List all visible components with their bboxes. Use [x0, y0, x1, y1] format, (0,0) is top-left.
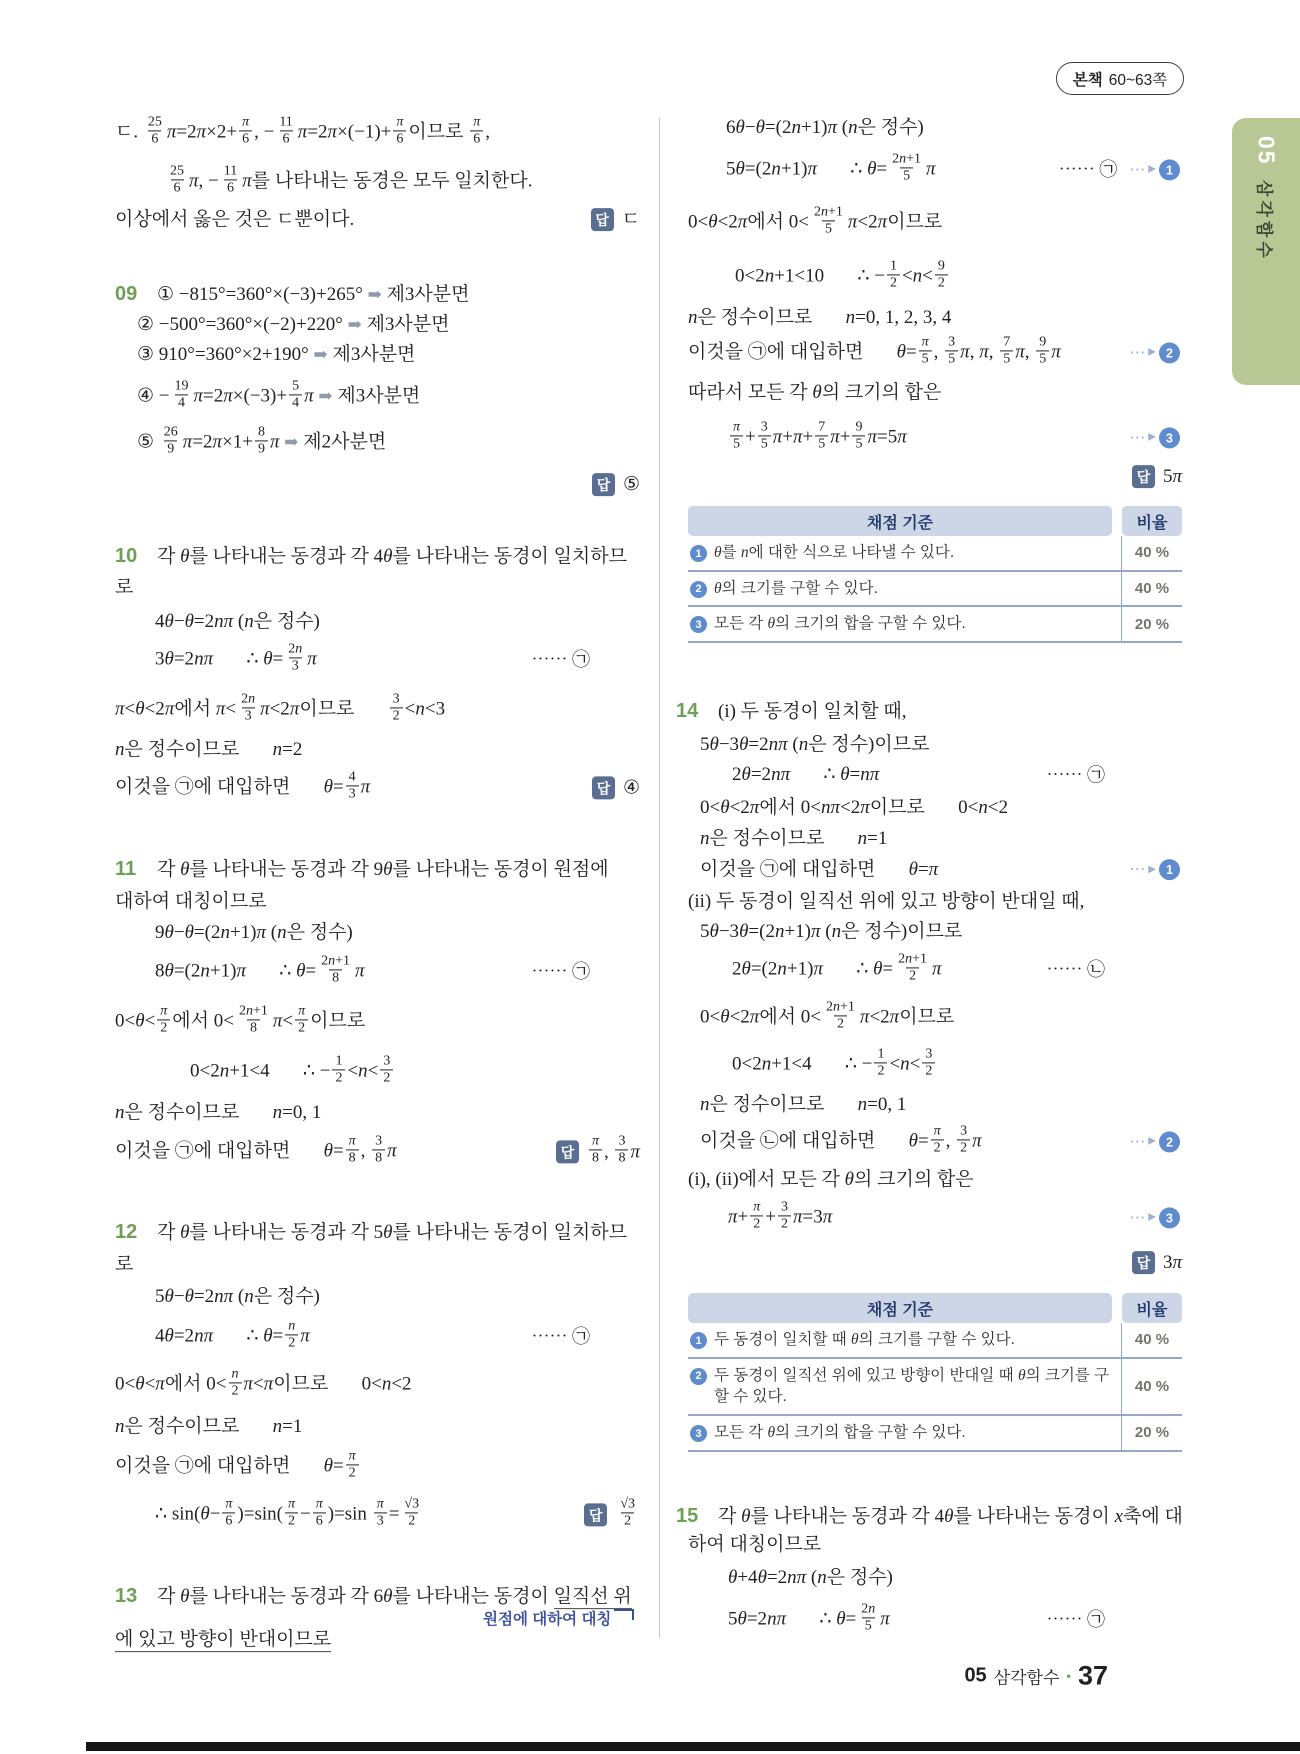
step-number-icon: 2: [690, 1368, 707, 1385]
solution-text: ④ − $\frac{19}{4}$ π=2π×(−3)+ $\frac{5}{4}$ π ➡ 제3사분면: [137, 378, 421, 411]
step-arrow-icon: ▶: [1148, 863, 1156, 875]
solution-line: [115, 1135, 640, 1168]
solution-line: [115, 1101, 640, 1125]
answer-badge-icon: 답: [556, 1141, 579, 1164]
grading-table: [688, 1293, 1182, 1452]
solution-text: 이상에서 옳은 것은 ㄷ뿐이다.: [115, 209, 355, 231]
solution-line: [115, 858, 640, 882]
step-dots-icon: ⋯: [1129, 861, 1148, 878]
grading-row: [688, 572, 1182, 608]
answer: [592, 473, 640, 497]
solution-text: n은 정수이므로 n=2: [115, 739, 303, 761]
line-right-annotations: [1129, 428, 1182, 449]
solution-text: n은 정수이므로 n=0, 1, 2, 3, 4: [688, 307, 952, 329]
line-right-annotations: [532, 961, 641, 984]
solution-line: [115, 283, 640, 307]
solution-text: 이것을 ㉠에 대입하면 θ= $\frac{\pi}{5}$ , $\frac{3}{5}$ π, π, $\frac{7}{5}$ π, $\frac{9}{5}$ π: [688, 334, 1061, 367]
solution-line: [115, 1221, 640, 1245]
grading-table: [688, 506, 1182, 643]
solution-text: 에 있고 방향이 반대이므로: [115, 1629, 332, 1651]
grading-row-percent: 40 %: [1121, 572, 1182, 606]
solution-text: 5θ=(2n+1)π ∴ θ= $\frac{2n+1}{5}$ π: [726, 151, 936, 184]
answer-value: ④: [622, 777, 640, 799]
right-column: [676, 90, 1183, 1690]
annotation-connector-icon: [614, 1609, 634, 1620]
solution-line: [155, 921, 640, 945]
step-marker: [1129, 343, 1180, 364]
solution-text: 하여 대칭이므로: [688, 1534, 822, 1556]
step-arrow-icon: ▶: [1148, 431, 1156, 443]
step-number-icon: 3: [1159, 428, 1180, 449]
line-right-annotations: [1132, 465, 1182, 489]
solution-text: 각 θ를 나타내는 동경과 각 6θ를 나타내는 동경이 일직선 위: [157, 1586, 632, 1608]
answer-value: 3 π: [1162, 1252, 1182, 1274]
reference-marker: ⋯⋯ ㉠: [1046, 1609, 1105, 1630]
solution-text: 9θ−θ=(2n+1)π (n은 정수): [155, 922, 353, 944]
line-right-annotations: [1047, 1609, 1183, 1632]
solution-text: ㄷ. $\frac{25}{6}$ π=2π×2+ $\frac{\pi}{6}$ , − $\frac{11}{6}$ π=2π×(−1)+ $\frac{\pi}{6}$ 이므로 $\frac{\pi}{6}$ ,: [115, 114, 490, 147]
reference-marker: ⋯⋯ ㉡: [1046, 959, 1105, 980]
answer-badge-icon: 답: [1132, 1252, 1155, 1275]
problem-number: 15: [676, 1505, 699, 1528]
step-arrow-icon: ▶: [1148, 163, 1156, 175]
solution-line: [732, 953, 1182, 986]
column-divider: [659, 118, 660, 1638]
solution-line: [155, 1498, 640, 1531]
solution-text: n은 정수이므로 n=0, 1: [700, 1094, 907, 1116]
solution-text: 0<θ< $\frac{\pi}{2}$ 에서 0< $\frac{2n+1}{8}$ π< $\frac{\pi}{2}$ 이므로: [115, 1003, 366, 1036]
solution-text: (ii) 두 동경이 일직선 위에 있고 방향이 반대일 때,: [688, 891, 1085, 913]
reference-marker: ⋯⋯ ㉠: [1046, 764, 1105, 785]
solution-text: 0<θ<2π에서 0< $\frac{2n+1}{5}$ π<2π이므로: [688, 204, 943, 237]
line-right-annotations: [1132, 1251, 1182, 1275]
solution-line: [115, 116, 640, 149]
solution-line: [728, 1603, 1182, 1636]
solution-text: n은 정수이므로 n=1: [700, 828, 888, 850]
grading-row-criteria: [688, 1359, 1121, 1414]
step-number-icon: 2: [690, 581, 707, 598]
answer: [584, 1498, 640, 1531]
line-right-annotations: [1059, 159, 1182, 182]
solution-line: [115, 1450, 640, 1483]
solution-line: [137, 313, 640, 337]
line-right-annotations: [1047, 959, 1183, 982]
solution-line: [155, 1320, 640, 1353]
page-ref-badge-bold: 본책: [1072, 71, 1103, 89]
step-marker: [1129, 428, 1180, 449]
solution-line: [115, 1253, 640, 1277]
answer-badge-icon: 답: [592, 474, 615, 497]
ratio-header: 비율: [1122, 506, 1182, 536]
solution-text: 따라서 모든 각 θ의 크기의 합은: [688, 382, 942, 404]
footer-page-number: 37: [1077, 1660, 1108, 1691]
step-number-icon: 3: [690, 1425, 707, 1442]
chapter-tab-label: 삼각함수: [1254, 179, 1274, 262]
solution-text: 각 θ를 나타내는 동경과 각 5θ를 나타내는 동경이 일치하므: [157, 1222, 627, 1244]
answer: [592, 776, 640, 800]
solution-line: [115, 545, 640, 569]
solution-line: [137, 343, 640, 367]
margin-annotation-text: 원점에 대하여 대칭: [483, 1611, 612, 1628]
solution-text: ① −815°=360°×(−3)+265° ➡ 제3사분면: [157, 284, 470, 306]
answer-value: π 8 , 3 8 π: [587, 1135, 640, 1168]
answer-badge-icon: 답: [592, 777, 615, 800]
grading-row-text: 모든 각 θ의 크기의 합을 구할 수 있다.: [714, 615, 966, 633]
reference-marker: ⋯⋯ ㉠: [1058, 159, 1118, 180]
solution-text: 4θ=2nπ ∴ θ= $\frac{n}{2}$ π: [155, 1318, 310, 1351]
answer-badge-icon: 답: [584, 1504, 607, 1527]
solution-text: 각 θ를 나타내는 동경과 각 4θ를 나타내는 동경이 일치하므: [157, 546, 627, 568]
reference-marker: ⋯⋯ ㉠: [531, 961, 590, 982]
line-right-annotations: [1129, 343, 1182, 364]
page-ref-badge-pages: 60~63쪽: [1108, 71, 1168, 89]
solution-line: [732, 763, 1182, 787]
solution-text: 2θ=2nπ ∴ θ=nπ: [732, 764, 880, 786]
solution-line: [155, 643, 640, 676]
solution-line: [115, 1628, 640, 1652]
solution-line: [700, 920, 1182, 944]
solution-text: 이것을 ㉠에 대입하면 θ= $\frac{\pi}{2}$: [115, 1450, 361, 1483]
problem-number: 14: [676, 700, 699, 723]
solution-line: [688, 306, 1182, 330]
footer-chapter-label: 삼각함수: [993, 1668, 1060, 1688]
solution-text: 5θ−θ=2nπ (n은 정수): [155, 1286, 320, 1308]
step-dots-icon: ⋯: [1129, 1133, 1148, 1150]
solution-line: [137, 426, 640, 459]
solution-text: 로: [115, 577, 134, 599]
grading-row-text: 두 동경이 일치할 때 θ의 크기를 구할 수 있다.: [714, 1331, 1015, 1348]
grading-row-text: θ의 크기를 구할 수 있다.: [714, 579, 878, 597]
solution-text: 0<θ<2π에서 0< $\frac{2n+1}{2}$ π<2π이므로: [700, 999, 955, 1032]
solution-line: [115, 473, 640, 497]
grading-table-header: [688, 1293, 1182, 1323]
solution-text: (i) 두 동경이 일치할 때,: [718, 701, 907, 723]
solution-line: [155, 1285, 640, 1309]
solution-text: 각 θ를 나타내는 동경과 각 4θ를 나타내는 동경이 x축에 대: [718, 1506, 1183, 1528]
solution-text: ⑤ $\frac{26}{9}$ π=2π×1+ $\frac{8}{9}$ π ➡ 제2사분면: [137, 424, 387, 457]
line-right-annotations: [1129, 860, 1182, 881]
grading-criteria-header: 채점 기준: [688, 506, 1112, 536]
line-right-annotations: [1129, 1208, 1182, 1229]
step-marker: [1129, 1132, 1180, 1153]
answer-badge-icon: 답: [591, 209, 614, 232]
grading-row: [688, 1416, 1182, 1452]
solution-text: 0<2n+1<10 ∴ − $\frac{1}{2}$ <n< $\frac{9}{2}$: [735, 260, 950, 293]
ratio-header: 비율: [1122, 1293, 1182, 1323]
solution-text: (i), (ii)에서 모든 각 θ의 크기의 합은: [688, 1169, 974, 1191]
solution-line: [732, 1048, 1182, 1081]
solution-line: [700, 733, 1182, 757]
answer-badge-icon: 답: [1132, 466, 1155, 489]
solution-text: 5θ−3θ=2nπ (n은 정수)이므로: [700, 734, 930, 756]
solution-text: 8θ=(2n+1)π ∴ θ= $\frac{2n+1}{8}$ π: [155, 953, 365, 986]
problem-number: 11: [115, 858, 137, 881]
solution-line: [115, 208, 640, 232]
solution-line: [700, 1125, 1182, 1158]
solution-text: 로: [115, 1254, 134, 1276]
solution-line: [700, 1093, 1182, 1117]
grading-row: [688, 1359, 1182, 1416]
grading-row-percent: 40 %: [1121, 536, 1182, 570]
step-number-icon: 1: [690, 1332, 707, 1349]
line-right-annotations: [1129, 1132, 1182, 1153]
grading-row-criteria: [688, 572, 1121, 606]
grading-row-criteria: [688, 536, 1121, 570]
solution-line: [115, 738, 640, 762]
solution-text: ③ 910°=360°×2+190° ➡ 제3사분면: [137, 344, 416, 366]
solution-text: 이것을 ㉠에 대입하면 θ= $\frac{\pi}{8}$ , $\frac{3}{8}$ π: [115, 1133, 397, 1166]
problem-number: 09: [115, 283, 138, 306]
solution-line: [688, 465, 1182, 489]
grading-table-header: [688, 506, 1182, 536]
solution-line: [115, 1368, 640, 1401]
step-arrow-icon: ▶: [1148, 1211, 1156, 1223]
step-number-icon: 2: [1159, 1132, 1180, 1153]
solution-line: [155, 955, 640, 988]
step-dots-icon: ⋯: [1129, 161, 1148, 178]
answer: [1132, 1251, 1182, 1275]
grading-row: [688, 536, 1182, 572]
grading-row-percent: 20 %: [1121, 607, 1182, 641]
solution-line: [165, 165, 640, 198]
solution-line: [700, 1001, 1182, 1034]
answer: [556, 1135, 640, 1168]
solution-text: π<θ<2π에서 π< $\frac{2n}{3}$ π<2π이므로 $\frac{3}{2}$ <n<3: [115, 691, 446, 724]
step-dots-icon: ⋯: [1129, 1209, 1148, 1226]
solution-text: 이것을 ㉡에 대입하면 θ= $\frac{\pi}{2}$ , $\frac{3}{2}$ π: [700, 1123, 982, 1156]
problem-number: 13: [115, 1585, 138, 1608]
solution-line: [726, 116, 1182, 140]
solution-text: $\frac{25}{6}$ π, − $\frac{11}{6}$ π를 나타내는 동경은 모두 일치한다.: [170, 163, 533, 196]
answer: [1132, 465, 1182, 489]
step-dots-icon: ⋯: [1129, 344, 1148, 361]
solution-text: 이것을 ㉠에 대입하면 θ= $\frac{4}{3}$ π: [115, 769, 371, 802]
solution-text: 이것을 ㉠에 대입하면 θ=π: [700, 859, 939, 881]
step-marker: [1129, 1208, 1180, 1229]
answer-value: √3 2: [620, 1496, 635, 1529]
line-right-annotations: [584, 1498, 640, 1531]
solution-line: [700, 858, 1182, 882]
answer-value: ㄷ: [621, 209, 640, 231]
page-footer: [964, 1661, 1108, 1692]
solution-text: ∴ sin(θ− $\frac{\pi}{6}$ )=sin( $\frac{\pi}{2}$ − $\frac{\pi}{6}$ )=sin $\frac{\pi}{3}$ = $\frac{√3}{2}$: [155, 1496, 420, 1529]
grading-row: [688, 1323, 1182, 1359]
solution-text: 2θ=(2n+1)π ∴ θ= $\frac{2n+1}{2}$ π: [732, 951, 942, 984]
grading-row-criteria: [688, 1323, 1121, 1357]
solution-text: 0<θ<2π에서 0<nπ<2π이므로 0<n<2: [700, 797, 1009, 819]
solution-line: [676, 700, 1182, 724]
grading-row-percent: 40 %: [1121, 1359, 1182, 1414]
solution-text: 6θ−θ=(2n+1)π (n은 정수): [726, 117, 924, 139]
solution-line: [688, 1168, 1182, 1192]
grading-criteria-header: 채점 기준: [688, 1293, 1112, 1323]
solution-text: 4θ−θ=2nπ (n은 정수): [155, 611, 320, 633]
solution-line: [700, 796, 1182, 820]
line-right-annotations: [556, 1135, 640, 1168]
grading-row-text: 모든 각 θ의 크기의 합을 구할 수 있다.: [714, 1424, 966, 1442]
grading-row-criteria: [688, 1416, 1121, 1450]
reference-marker: ⋯⋯ ㉠: [531, 649, 590, 670]
line-right-annotations: [591, 208, 640, 232]
grading-row: [688, 607, 1182, 643]
footer-chapter-number: 05: [964, 1664, 987, 1687]
answer-value: 5 π: [1162, 466, 1182, 488]
solution-text: n은 정수이므로 n=1: [115, 1416, 303, 1438]
chapter-tab-number: 05: [1253, 136, 1280, 166]
problem-number: 10: [115, 545, 138, 568]
solution-text: 3θ=2nπ ∴ θ= $\frac{2n}{3}$ π: [155, 641, 317, 674]
grading-row-criteria: [688, 607, 1121, 641]
solution-text: π+ $\frac{\pi}{2}$ + $\frac{3}{2}$ π=3π: [728, 1199, 833, 1232]
solution-text: 각 θ를 나타내는 동경과 각 9θ를 나타내는 동경이 원점에: [157, 859, 609, 881]
step-number-icon: 1: [1159, 860, 1180, 881]
solution-line: [115, 1005, 640, 1038]
solution-line: [735, 260, 1182, 293]
chapter-tab: [1232, 118, 1300, 385]
step-arrow-icon: ▶: [1148, 346, 1156, 358]
step-arrow-icon: ▶: [1148, 1135, 1156, 1147]
line-right-annotations: [532, 649, 641, 672]
step-number-icon: 1: [1159, 160, 1180, 181]
solution-line: [728, 1566, 1182, 1590]
problem-number: 12: [115, 1221, 138, 1244]
step-number-icon: 2: [1159, 343, 1180, 364]
solution-line: [115, 1415, 640, 1439]
grading-row-percent: 40 %: [1121, 1323, 1182, 1357]
solution-line: [700, 827, 1182, 851]
step-number-icon: 3: [690, 616, 707, 633]
left-column: [115, 90, 640, 1690]
solution-text: ② −500°=360°×(−2)+220° ➡ 제3사분면: [137, 314, 450, 336]
solution-text: 0<2n+1<4 ∴ − $\frac{1}{2}$ <n< $\frac{3}{2}$: [732, 1048, 937, 1081]
solution-text: 0<2n+1<4 ∴ − $\frac{1}{2}$ <n< $\frac{3}{2}$: [190, 1055, 395, 1088]
solution-line: [115, 771, 640, 804]
solution-line: [726, 153, 1182, 186]
bottom-bar: [86, 1742, 1300, 1751]
solution-line: [688, 1533, 1182, 1557]
answer-value: ⑤: [622, 474, 640, 496]
step-number-icon: 1: [690, 545, 707, 562]
solution-line: [728, 1201, 1182, 1234]
margin-annotation: [483, 1607, 634, 1629]
step-number-icon: 3: [1159, 1208, 1180, 1229]
solution-text: 5θ−3θ=(2n+1)π (n은 정수)이므로: [700, 921, 963, 943]
solution-line: [137, 380, 640, 413]
solution-text: 5θ=2nπ ∴ θ= $\frac{2n}{5}$ π: [728, 1601, 890, 1634]
solution-line: [728, 421, 1182, 454]
solution-text: $\frac{\pi}{5}$ + $\frac{3}{5}$ π+π+ $\frac{7}{5}$ π+ $\frac{9}{5}$ π=5π: [728, 421, 907, 454]
line-right-annotations: [1047, 764, 1183, 787]
solution-line: [190, 1055, 640, 1088]
reference-marker: ⋯⋯ ㉠: [531, 1326, 590, 1347]
solution-text: 0<θ<π에서 0< $\frac{n}{2}$ π<π이므로 0<n<2: [115, 1366, 412, 1399]
solution-line: [688, 1251, 1182, 1275]
solution-text: 대하여 대칭이므로: [115, 891, 267, 913]
step-marker: [1129, 160, 1180, 181]
solution-line: [115, 693, 640, 726]
answer: [591, 208, 640, 232]
grading-row-percent: 20 %: [1121, 1416, 1182, 1450]
line-right-annotations: [592, 473, 640, 497]
solution-line: [688, 890, 1182, 914]
solution-text: n은 정수이므로 n=0, 1: [115, 1102, 322, 1124]
solution-line: [688, 336, 1182, 369]
solution-line: [155, 610, 640, 634]
grading-row-text: 두 동경이 일직선 위에 있고 방향이 반대일 때 θ의 크기를 구할 수 있다.: [714, 1366, 1110, 1406]
step-dots-icon: ⋯: [1129, 429, 1148, 446]
solution-line: [688, 206, 1182, 239]
line-right-annotations: [592, 776, 640, 800]
grading-row-text: θ를 n에 대한 식으로 나타낼 수 있다.: [714, 544, 955, 561]
solution-line: [115, 576, 640, 600]
footer-dot-icon: •: [1066, 1668, 1071, 1684]
solution-line: [676, 1505, 1182, 1529]
solution-line: [115, 1585, 640, 1609]
solution-line: [115, 890, 640, 914]
solution-line: [688, 381, 1182, 405]
step-marker: [1129, 860, 1180, 881]
line-right-annotations: [532, 1326, 641, 1349]
solution-text: θ+4θ=2nπ (n은 정수): [728, 1567, 893, 1589]
